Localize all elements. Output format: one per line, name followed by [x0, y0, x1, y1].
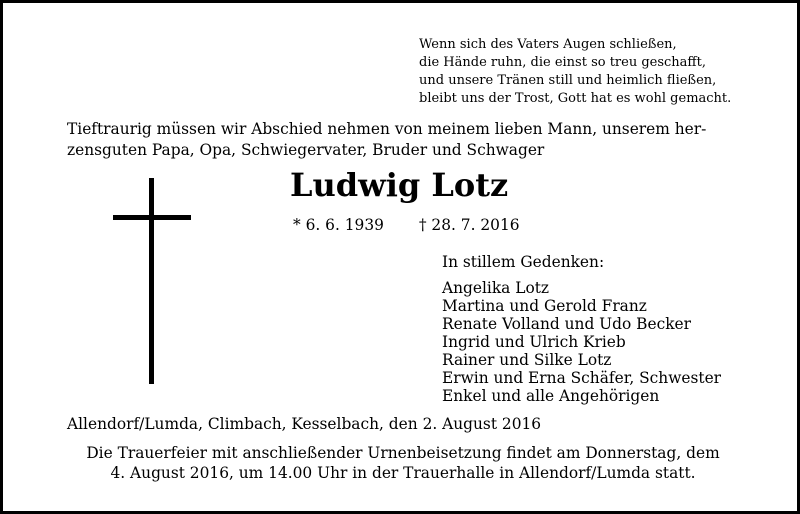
intro-line: Tieftraurig müssen wir Abschied nehmen von meinem lieben Mann, unserem her-: [67, 120, 707, 138]
mourner-item: Renate Volland und Udo Becker: [442, 315, 691, 333]
mourner-item: Ingrid und Ulrich Krieb: [442, 333, 626, 351]
poem-line: und unsere Tränen still und heimlich fließen,: [419, 73, 717, 88]
intro-line: zensguten Papa, Opa, Schwiegervater, Bruder und Schwager: [67, 141, 545, 159]
place-date: Allendorf/Lumda, Climbach, Kesselbach, den 2. August 2016: [67, 415, 542, 433]
intro-text: [67, 119, 777, 161]
mourner-item: Martina und Gerold Franz: [442, 297, 647, 315]
poem: [419, 36, 799, 108]
deceased-name: Ludwig Lotz: [290, 166, 509, 204]
birth-date: * 6. 6. 1939: [293, 216, 384, 234]
mourner-item: Enkel und alle Angehörigen: [442, 387, 660, 405]
mourner-item: Rainer und Silke Lotz: [442, 351, 612, 369]
mourners-list: [442, 253, 797, 405]
cross-horizontal-beam: [113, 215, 191, 220]
poem-line: Wenn sich des Vaters Augen schließen,: [419, 37, 677, 52]
life-dates: [293, 214, 520, 236]
service-notice: [43, 443, 763, 483]
service-line: 4. August 2016, um 14.00 Uhr in der Trauerhalle in Allendorf/Lumda statt.: [110, 464, 696, 482]
cross-vertical-beam: [149, 178, 154, 384]
poem-line: bleibt uns der Trost, Gott hat es wohl gemacht.: [419, 91, 732, 106]
death-date: † 28. 7. 2016: [418, 216, 520, 234]
poem-line: die Hände ruhn, die einst so treu geschafft,: [419, 55, 707, 70]
mourner-item: Erwin und Erna Schäfer, Schwester: [442, 369, 722, 387]
service-line: Die Trauerfeier mit anschließender Urnenbeisetzung findet am Donnerstag, dem: [86, 444, 720, 462]
mourner-item: Angelika Lotz: [442, 279, 550, 297]
mourners-heading: In stillem Gedenken:: [442, 253, 605, 271]
cross-icon: [113, 178, 191, 384]
